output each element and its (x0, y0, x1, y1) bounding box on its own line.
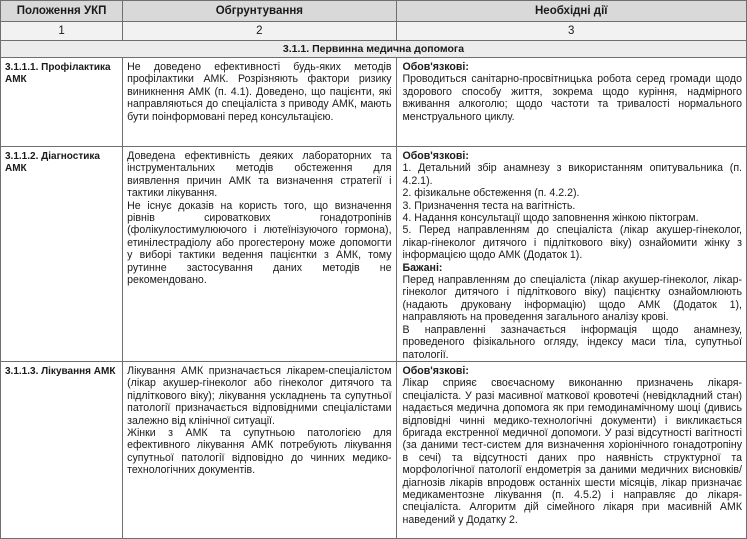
action-item: 3. Призначення теста на вагітність. (402, 199, 576, 212)
row-justification (123, 58, 396, 147)
header-position: Положення УКП (1, 1, 123, 22)
row-position: 3.1.1.1. Профілактика АМК (1, 58, 123, 147)
action-item: 4. Надання консультації щодо заповнення жінкою піктограм. (402, 212, 699, 225)
mandatory-label: Обов'язкові: (402, 150, 469, 162)
row-actions (396, 361, 746, 538)
column-number-2: 2 (123, 22, 396, 41)
action-item: Лікар сприяє своєчасному виконанню призначень лікаря-спеціаліста. У разі масивної маткової кровотечі (невідкладний стан) надається медична допомога як при гемодинамічному шоці (дивись відповідні чинні медико-технологічні документи) і викликається бригада екстренної медичної допомоги. У разі відсутності вагітності (за даними тест-систем для визначення хоріонічного гонадотропіну в сечі) та відсутності даних про наявність структурної та морфологічної патології ендометрія за даними медичних висновків/діагнозів лікарів впродовж останніх шести місяців, лікар призначає медикаментозне лікування (п. 4.5.2) і направляє до лікаря-спеціаліста. Алгоритм дій сімейного лікаря при масивній АМК наведений у Додатку 2. (402, 377, 742, 526)
row-position: 3.1.1.2. Діагностика АМК (1, 147, 123, 362)
section-row (1, 41, 747, 58)
header-justification: Обгрунтування (123, 1, 396, 22)
action-item: 2. фізикальне обстеження (п. 4.2.2). (402, 187, 580, 200)
mandatory-label: Обов'язкові: (402, 364, 469, 377)
desired-label: Бажані: (402, 261, 443, 274)
mandatory-label: Обов'язкові: (402, 61, 469, 73)
section-title: 3.1.1. Первинна медична допомога (1, 41, 747, 58)
row-actions (396, 58, 746, 147)
justification-paragraph: Жінки з АМК та супутньою патологією для ефективного лікування АМК потребують лікування супутньої патології відповідно до чинних медико-технологічних документів. (127, 426, 392, 477)
justification-paragraph: Не доведено ефективності будь-яких методів профілактики АМК. Розрізняють фактори ризику виникнення АМК (п. 4.1). Доведено, що пацієнти, які направляються до спеціаліста з приводу АМК, мають бути поінформовані перед консультацією. (127, 61, 392, 123)
row-actions (396, 147, 746, 362)
justification-paragraph: Лікування АМК призначається лікарем-спеціалістом (лікар акушер-гінеколог або гінеколог дитячого та підліткового віку); лікування ускладнень та супутньої патології призначається відповідними спеціалістами залежно від клінічної ситуації. (127, 364, 392, 427)
table-row (1, 58, 747, 147)
column-numbers-row (1, 22, 747, 41)
desired-item: В направленні зазначається інформація щодо анамнезу, проведеного фізікального огляду, індексу маси тіла, супутньої патології. (402, 323, 742, 361)
header-row (1, 1, 747, 22)
justification-paragraph: Доведена ефективність деяких лабораторних та інструментальних методів обстеження для виявлення причин АМК та визначення стратегії і тактики лікування. (127, 150, 392, 200)
action-item: Проводиться санітарно-просвітницька робота серед громади щодо здорового способу життя, зокрема щодо куріння, надмірного вживання алкоголю; щодо частоти та тривалості нормального менструального циклу. (402, 73, 742, 123)
desired-item: Перед направленням до спеціаліста (лікар акушер-гінеколог, лікар-гінеколог дитячого і підліткового віку) пацієнтку ознайомлюють (надають друковану інформацію) щодо АМК (Додаток 1), направляють на проведення загального аналізу крові. (402, 274, 742, 324)
table-row (1, 147, 747, 362)
row-justification (123, 147, 396, 362)
column-number-1: 1 (1, 22, 123, 41)
action-item: 1. Детальний збір анамнезу з використанням опитувальника (п. 4.2.1). (402, 162, 742, 187)
justification-paragraph: Не існує доказів на користь того, що визначення рівнів сироваткових гонадотропінів (фолікулостимулюючого і лютеїнізуючого гормона), етинілестрадіолу або прогестерону може допомогти у виборі тактики ведення пацієнтки з АМК, тому рутинне застосування даних методів не рекомендовано. (127, 199, 392, 287)
row-position: 3.1.1.3. Лікування АМК (1, 361, 123, 538)
action-item: 5. Перед направленням до спеціаліста (лікар акушер-гінеколог, лікар-гінеколог дитячого і підліткового віку) ознайомити жінку з інформацією щодо АМК (Додаток 1). (402, 224, 742, 262)
column-number-3: 3 (396, 22, 746, 41)
row-justification (123, 361, 396, 538)
header-actions: Необхідні дії (396, 1, 746, 22)
table-row (1, 361, 747, 538)
